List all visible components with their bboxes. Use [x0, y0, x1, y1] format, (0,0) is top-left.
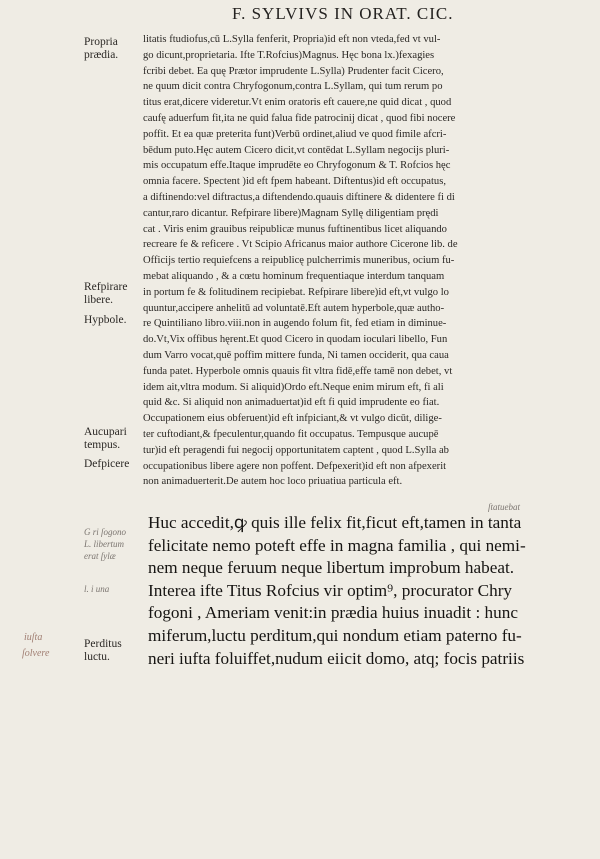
margin-note-hypbole: Hypbole. — [84, 314, 127, 326]
main-text-line: fogoni , Ameriam venit:in prædia huius inuadit : hunc — [148, 603, 518, 623]
handwritten-gloss: L. libertum — [84, 539, 125, 549]
commentary-block — [143, 32, 583, 490]
commentary-line: Occupationem eius obferuent)id eft infpiciant,& vt vulgo dicūt, dilige- — [143, 413, 442, 425]
handwritten-gloss: G ri ſogono — [84, 527, 127, 537]
commentary-line: cat . Viris enim grauibus reipublicæ munus fuftinentibus licet aliquando — [143, 223, 447, 235]
handwritten-gloss: iuſta — [24, 632, 43, 643]
commentary-line: non animaduerterit.De autem hoc loco priuatiua particula eft. — [143, 476, 403, 488]
commentary-line: Officijs tertio requiefcens a reipublicę pulcherrimis muneribus, ocium fu- — [143, 255, 455, 267]
margin-note-despicere: Defpicere — [84, 458, 130, 470]
commentary-line: cantur,raro dicantur. Refpirare libere)Magnam Syllę diligentiam prędi — [143, 207, 439, 219]
handwritten-gloss: ſtatuebat — [488, 502, 520, 512]
commentary-line: bēdum puto.Hęc autem Cicero dicit,vt contēdat L.Syllam negocijs pluri- — [143, 144, 450, 156]
commentary-line: caufę aduerfum fit,ita ne quid falua fide patrocinij dicat , quod fibi nocere — [143, 112, 456, 124]
margin-note-respirare-libere: Refpirare libere. — [84, 281, 128, 306]
handwritten-gloss: ſolvere — [22, 648, 50, 659]
commentary-line: dum Varro vocat,quē poffim mittere funda, Ni tamen occiderit, qua caua — [143, 349, 449, 361]
commentary-line: in portum fe & folitudinem recipiebat. Refpirare libere)id eft,vt vulgo lo — [143, 286, 449, 298]
commentary-line: a diftinendo:vel diftractus,a diftendendo.quauis diftinere & didentere fi di — [143, 191, 455, 203]
main-text-line: felicitate nemo poteft effe in magna familia , qui nemi- — [148, 535, 526, 555]
commentary-line: ne quum dicit contra Chryfogonum,contra L.Syllam, qui tum rerum po — [143, 81, 443, 93]
handwritten-gloss: l. i una — [84, 584, 110, 594]
main-text-line: miferum,luctu perditum,qui nondum etiam paterno fu- — [148, 625, 522, 645]
main-text-line: Interea ifte Titus Rofcius vir optim⁹, procurator Chry — [148, 580, 513, 600]
commentary-line: occupationibus libere agere non poffent. Defpexerit)id eft non afpexerit — [143, 460, 447, 472]
main-text-line: nem neque feruum neque libertum improbum habeat. — [148, 558, 515, 578]
commentary-line: titus erat,dicere videretur.Vt enim oratoris eft cauere,ne quid dicat , quod — [143, 97, 452, 109]
commentary-line: poffit. Et ea quæ preterita funt)Verbū ordinet,aliud ve quod fimile afcri- — [143, 128, 447, 140]
commentary-line: litatis ftudiofus,cū L.Sylla fenferit, Propria)id eft non vteda,fed vt vul- — [143, 34, 441, 45]
main-text-block — [148, 512, 588, 670]
commentary-line: ter cuftodiant,& fpeculentur,quando fit occupatus. Tempusque aucupē — [143, 428, 439, 440]
main-text-line: neri iufta foluiffet,nudum eiicit domo, atq; focis patriis — [148, 648, 525, 668]
commentary-line: mis occupatum effe.Itaque imprudēte eo Chryfogonum & T. Rofcios hęc — [143, 160, 451, 172]
main-text-line: Huc accedit,ꝙ quis ille felix fit,ficut eft,tamen in tanta — [148, 513, 522, 532]
commentary-line: go dicunt,proprietaria. Ifte T.Rofcius)Magnus. Hęc bona lx.)fexagies — [143, 49, 435, 61]
commentary-line: mebat aliquando , & a cœtu hominum frequentiaque interdum tanquam — [143, 270, 445, 282]
margin-note-perditus-luctu: Perditus luctu. — [84, 638, 122, 663]
commentary-line: re Quintiliano libro.viii.non in augendo folum fit, fed etiam in diminue- — [143, 318, 447, 330]
margin-note-aucupari-tempus: Aucupari tempus. — [84, 426, 127, 451]
commentary-line: quid &c. Si aliquid non animaduertat)id eft fi quid imprudente eo fiat. — [143, 397, 440, 409]
commentary-line: do.Vt,Vix offibus hęrent.Et quod Cicero in quodam ioculari libello, Fun — [143, 334, 448, 346]
commentary-line: fcribi debet. Ea quę Prætor imprudente L.Sylla) Prudenter facit Cicero, — [143, 65, 444, 77]
commentary-line: idem ait,vltra modum. Si aliquid)Ordo eft.Neque enim mirum eft, fi ali — [143, 381, 444, 393]
commentary-line: omnia facere. Spectent )id eft fpem habeant. Diftentus)id eft occupatus, — [143, 176, 446, 188]
running-title: F. SYLVIVS IN ORAT. CIC. — [232, 4, 454, 23]
commentary-line: funda patet. Hyperbole omnis quauis fit vltra fidē,effe tamē non debet, vt — [143, 365, 453, 377]
margin-note-propria-praedia: Propria prædia. — [84, 36, 119, 61]
commentary-line: tur)id eft peragendi fui negocij opportunitatem captent , quod L.Sylla ab — [143, 444, 449, 456]
handwritten-gloss: erat ſylæ — [84, 551, 116, 561]
commentary-line: recreare fe & reficere . Vt Scipio Africanus maior authore Cicerone lib. de — [143, 239, 458, 251]
commentary-line: quuntur,accipere anhelitū ad voluntatē.Eft autem hyperbole,quæ autho- — [143, 302, 445, 314]
